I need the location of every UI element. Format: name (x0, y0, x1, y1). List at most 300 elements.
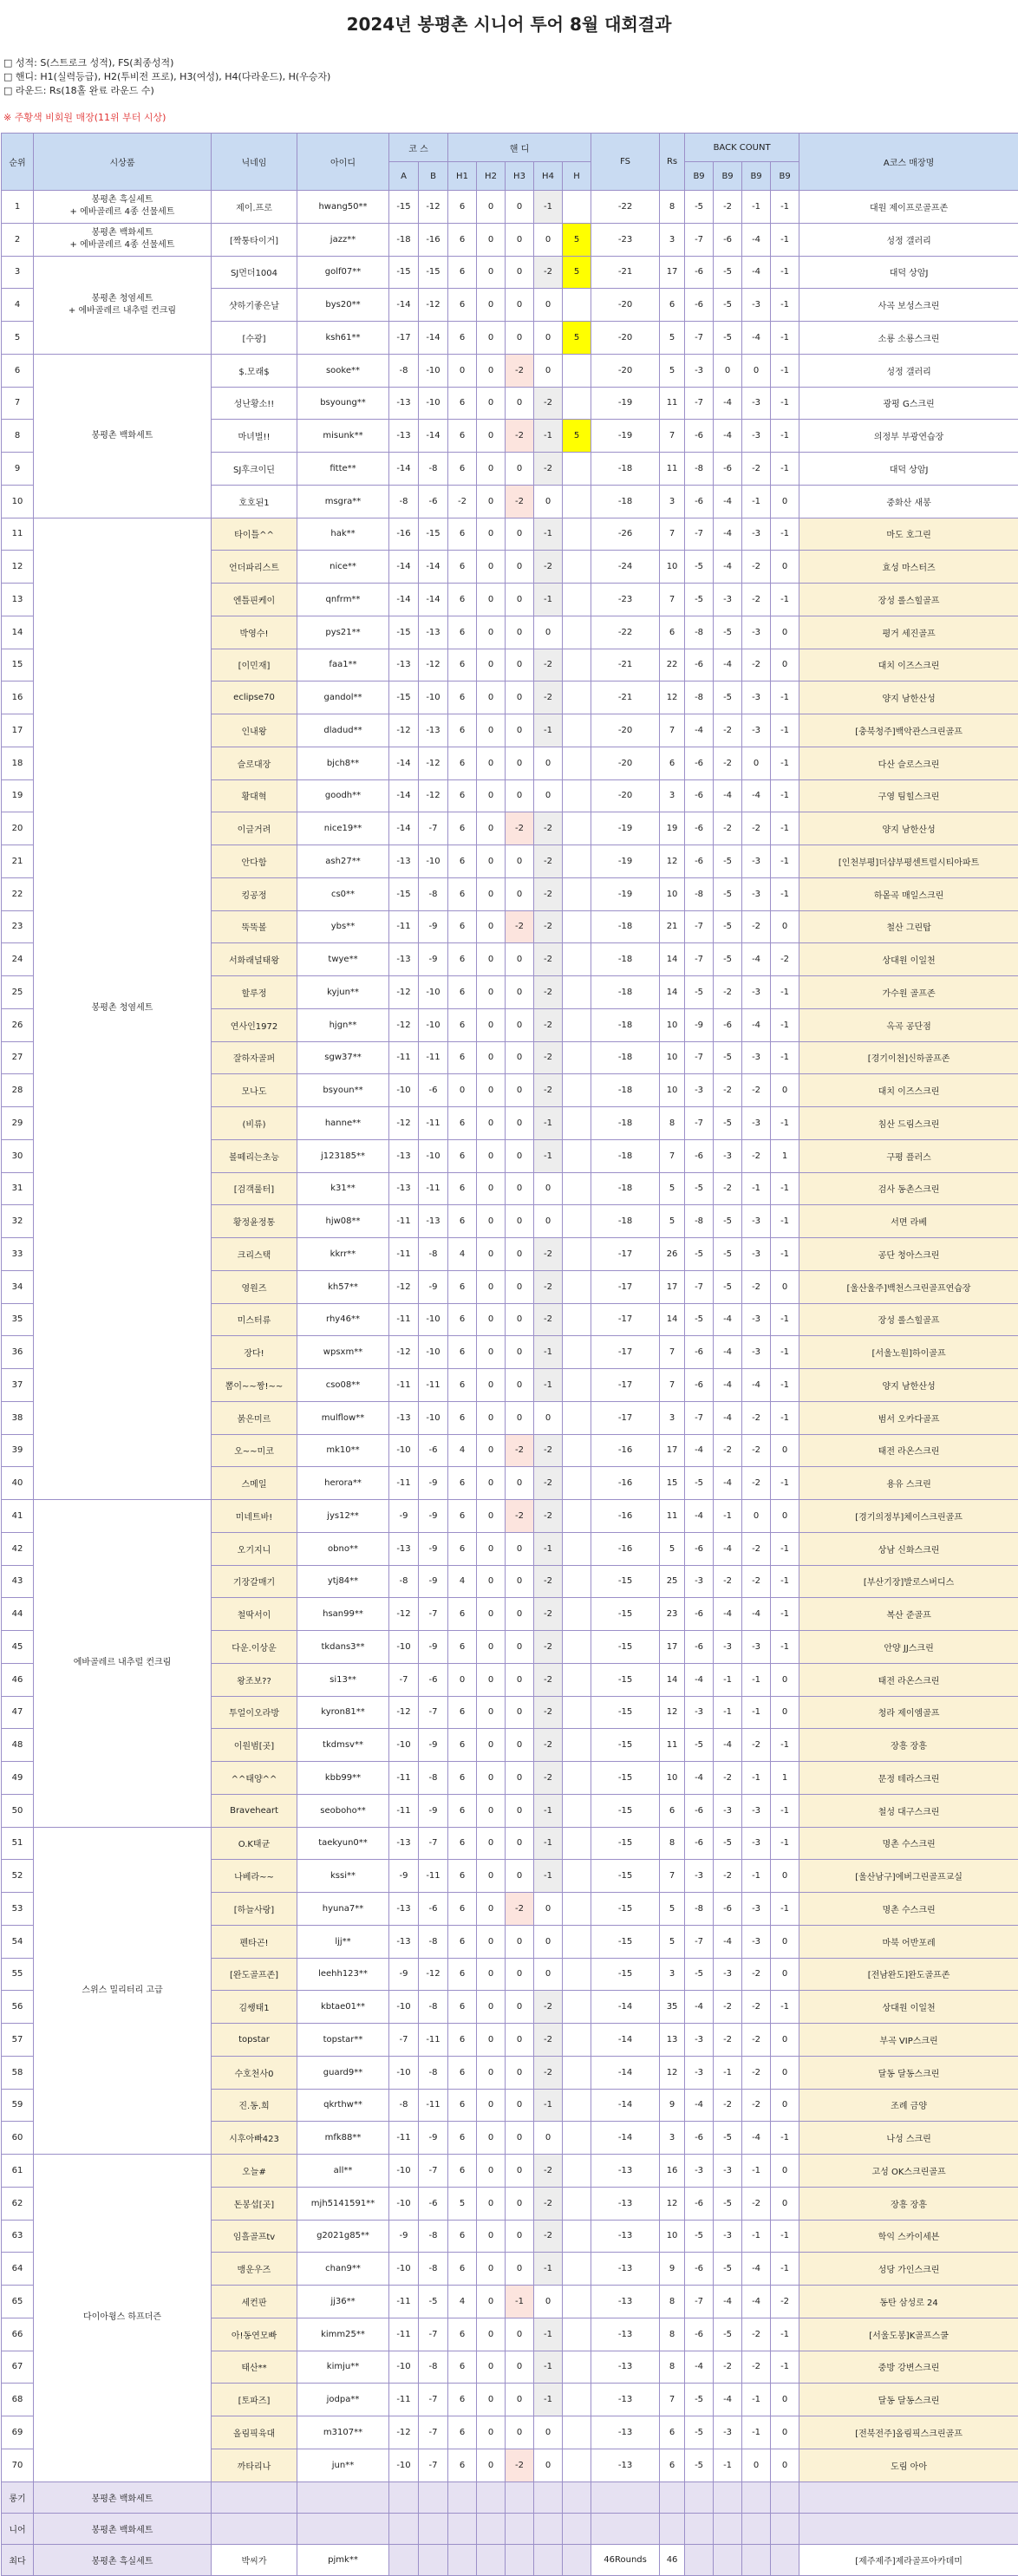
cell-course-a: -18 (389, 223, 419, 256)
cell-h2: 0 (477, 2449, 506, 2481)
cell-h (563, 1663, 591, 1696)
cell-h (563, 1172, 591, 1205)
cell-id: kh57** (297, 1270, 389, 1303)
cell-course-a: -10 (389, 1434, 419, 1467)
cell-h3: 0 (506, 1270, 534, 1303)
cell-h (563, 2122, 591, 2155)
cell-rank: 25 (2, 976, 34, 1009)
cell-b9-4: -1 (771, 1238, 799, 1271)
cell-h2: 0 (477, 2155, 506, 2188)
cell-rs: 7 (660, 714, 685, 747)
cell-course-b: -6 (419, 485, 448, 518)
cell-rs: 11 (660, 387, 685, 420)
cell-fs: -13 (591, 2286, 660, 2318)
cell-b9-2: -6 (714, 1008, 742, 1041)
cell-h4: -1 (534, 2089, 563, 2122)
cell-h4: -1 (534, 1369, 563, 1402)
cell-rs: 5 (660, 1172, 685, 1205)
cell-b9-4: 0 (771, 1500, 799, 1533)
cell-h2: 0 (477, 1172, 506, 1205)
special-id (297, 2513, 389, 2544)
special-nickname (212, 2513, 297, 2544)
cell-fs: -20 (591, 779, 660, 812)
cell-b9-2: -5 (714, 322, 742, 355)
cell-h1: 6 (448, 649, 477, 681)
cell-course-a: -10 (389, 1729, 419, 1762)
cell-rs: 7 (660, 584, 685, 616)
cell-rs: 7 (660, 420, 685, 453)
cell-h2: 0 (477, 2286, 506, 2318)
special-empty (771, 2544, 799, 2575)
cell-h3: 0 (506, 2089, 534, 2122)
cell-h (563, 2318, 591, 2351)
cell-store: 장성 롤스힐골프 (799, 1303, 1018, 1336)
cell-course-a: -11 (389, 1762, 419, 1795)
cell-nickname: [완도골프존] (212, 1958, 297, 1991)
cell-rs: 7 (660, 1860, 685, 1893)
cell-b9-3: -3 (742, 1794, 771, 1827)
cell-course-a: -9 (389, 2220, 419, 2253)
cell-fs: -15 (591, 1565, 660, 1598)
cell-rs: 14 (660, 1663, 685, 1696)
cell-rank: 47 (2, 1696, 34, 1729)
cell-b9-2: -3 (714, 1631, 742, 1664)
cell-b9-3: -2 (742, 1565, 771, 1598)
cell-h1: 0 (448, 1074, 477, 1107)
cell-b9-3: -2 (742, 1434, 771, 1467)
cell-h1: 6 (448, 2351, 477, 2384)
cell-b9-2: -5 (714, 1041, 742, 1074)
cell-fs: -14 (591, 2122, 660, 2155)
cell-rank: 54 (2, 1925, 34, 1958)
cell-b9-2: -4 (714, 1925, 742, 1958)
cell-h (563, 387, 591, 420)
cell-b9-4: 1 (771, 1139, 799, 1172)
cell-course-b: -11 (419, 1041, 448, 1074)
cell-rank: 12 (2, 551, 34, 584)
cell-h4: 0 (534, 2286, 563, 2318)
cell-b9-2: -2 (714, 2351, 742, 2384)
cell-h3: 0 (506, 1794, 534, 1827)
cell-course-a: -10 (389, 1991, 419, 2024)
cell-nickname: 황대혁 (212, 779, 297, 812)
cell-h3: 0 (506, 1303, 534, 1336)
cell-rank: 2 (2, 223, 34, 256)
cell-h3: 0 (506, 191, 534, 224)
cell-h3: 0 (506, 714, 534, 747)
cell-fs: -19 (591, 812, 660, 845)
cell-course-a: -9 (389, 1500, 419, 1533)
cell-b9-1: -3 (685, 2155, 714, 2188)
cell-b9-2: -5 (714, 1238, 742, 1271)
header-nickname: 닉네임 (212, 134, 297, 191)
special-empty (563, 2544, 591, 2575)
cell-course-b: -11 (419, 1107, 448, 1140)
cell-b9-1: -6 (685, 1631, 714, 1664)
cell-nickname: 미스터류 (212, 1303, 297, 1336)
cell-h2: 0 (477, 387, 506, 420)
cell-fs: -18 (591, 1074, 660, 1107)
cell-id: bsyoung** (297, 387, 389, 420)
cell-course-b: -12 (419, 289, 448, 322)
special-empty (506, 2513, 534, 2544)
cell-h3: 0 (506, 747, 534, 779)
cell-h2: 0 (477, 1238, 506, 1271)
cell-rs: 8 (660, 2318, 685, 2351)
cell-h (563, 2416, 591, 2449)
cell-b9-3: -2 (742, 649, 771, 681)
header-store: A코스 매장명 (799, 134, 1018, 191)
cell-id: seoboho** (297, 1794, 389, 1827)
cell-rank: 18 (2, 747, 34, 779)
cell-nickname: 호호된1 (212, 485, 297, 518)
cell-h2: 0 (477, 779, 506, 812)
cell-nickname: 성난황소!! (212, 387, 297, 420)
cell-course-b: -7 (419, 1598, 448, 1631)
cell-store: [전남완도]완도골프존 (799, 1958, 1018, 1991)
cell-b9-4: -1 (771, 1336, 799, 1369)
cell-b9-4: 0 (771, 1434, 799, 1467)
cell-fs: -23 (591, 223, 660, 256)
cell-course-a: -15 (389, 191, 419, 224)
cell-b9-3: -4 (742, 1008, 771, 1041)
prize-cell: 봉평촌 청염세트 + 에바골레르 내추럴 컨크림 (34, 256, 212, 354)
cell-b9-3: -3 (742, 714, 771, 747)
cell-rs: 7 (660, 1139, 685, 1172)
cell-b9-2: -2 (714, 2024, 742, 2057)
special-empty (685, 2481, 714, 2513)
cell-h4: 0 (534, 2449, 563, 2481)
cell-h4: -1 (534, 2253, 563, 2286)
cell-course-a: -13 (389, 649, 419, 681)
cell-rank: 14 (2, 616, 34, 649)
cell-course-b: -13 (419, 616, 448, 649)
special-empty (714, 2513, 742, 2544)
cell-b9-3: -2 (742, 1958, 771, 1991)
cell-h2: 0 (477, 2024, 506, 2057)
cell-b9-2: -5 (714, 616, 742, 649)
cell-rs: 8 (660, 1827, 685, 1860)
cell-b9-1: -7 (685, 1041, 714, 1074)
cell-course-a: -15 (389, 877, 419, 910)
cell-id: kimju** (297, 2351, 389, 2384)
cell-course-a: -11 (389, 1041, 419, 1074)
cell-id: msgra** (297, 485, 389, 518)
cell-h2: 0 (477, 1631, 506, 1664)
cell-b9-4: -1 (771, 223, 799, 256)
cell-id: j123185** (297, 1139, 389, 1172)
cell-b9-3: -1 (742, 191, 771, 224)
cell-b9-4: 0 (771, 2384, 799, 2416)
cell-course-b: -6 (419, 1893, 448, 1926)
cell-nickname: 영원즈 (212, 1270, 297, 1303)
cell-h3: 0 (506, 551, 534, 584)
cell-nickname: 돈봉섭[곳] (212, 2187, 297, 2220)
cell-b9-3: -2 (742, 2187, 771, 2220)
cell-course-b: -12 (419, 1958, 448, 1991)
cell-b9-3: -2 (742, 2056, 771, 2089)
special-award-row (2, 2544, 1018, 2575)
cell-h4: -2 (534, 943, 563, 976)
cell-h3: 0 (506, 223, 534, 256)
cell-course-b: -6 (419, 2187, 448, 2220)
cell-nickname: 서화래널태왕 (212, 943, 297, 976)
cell-b9-1: -3 (685, 1860, 714, 1893)
cell-h1: 6 (448, 779, 477, 812)
cell-rs: 5 (660, 354, 685, 387)
cell-fs: -15 (591, 1598, 660, 1631)
header-h1: H1 (448, 162, 477, 191)
cell-h1: 6 (448, 845, 477, 878)
cell-h (563, 1598, 591, 1631)
cell-b9-2: -4 (714, 649, 742, 681)
cell-id: qkrthw** (297, 2089, 389, 2122)
cell-course-b: -9 (419, 1631, 448, 1664)
page-title: 2024년 봉평촌 시니어 투어 8월 대회결과 (0, 10, 1018, 36)
cell-h1: 6 (448, 2122, 477, 2155)
results-body (2, 191, 1018, 2576)
cell-store: 명촌 수스크린 (799, 1893, 1018, 1926)
cell-h3: 0 (506, 976, 534, 1009)
cell-rs: 6 (660, 747, 685, 779)
cell-nickname: 황정윤정통 (212, 1205, 297, 1238)
cell-h4: 0 (534, 1401, 563, 1434)
cell-nickname: 이글거려 (212, 812, 297, 845)
cell-nickname: 철딱서이 (212, 1598, 297, 1631)
cell-course-b: -9 (419, 1270, 448, 1303)
cell-h3: 0 (506, 2351, 534, 2384)
cell-h2: 0 (477, 2384, 506, 2416)
cell-course-b: -9 (419, 1794, 448, 1827)
cell-h1: 6 (448, 1205, 477, 1238)
special-empty (534, 2544, 563, 2575)
cell-course-b: -6 (419, 1074, 448, 1107)
cell-h1: 6 (448, 322, 477, 355)
cell-id: ytj84** (297, 1565, 389, 1598)
cell-h2: 0 (477, 877, 506, 910)
cell-h2: 0 (477, 256, 506, 289)
cell-h2: 0 (477, 223, 506, 256)
cell-h (563, 1303, 591, 1336)
cell-b9-3: -3 (742, 845, 771, 878)
cell-b9-3: -3 (742, 1631, 771, 1664)
cell-b9-1: -7 (685, 2286, 714, 2318)
cell-h3: 0 (506, 877, 534, 910)
cell-id: bjch8** (297, 747, 389, 779)
cell-b9-2: -5 (714, 289, 742, 322)
cell-h: 5 (563, 420, 591, 453)
cell-course-a: -14 (389, 551, 419, 584)
cell-fs: -13 (591, 2187, 660, 2220)
cell-rank: 38 (2, 1401, 34, 1434)
cell-h3: 0 (506, 845, 534, 878)
cell-id: ksh61** (297, 322, 389, 355)
cell-h2: 0 (477, 943, 506, 976)
cell-nickname: [짝퉁타이거] (212, 223, 297, 256)
cell-nickname: 모나도 (212, 1074, 297, 1107)
cell-store: [경기의정부]체이스크린골프 (799, 1500, 1018, 1533)
cell-rank: 69 (2, 2416, 34, 2449)
cell-b9-3: -2 (742, 812, 771, 845)
cell-h (563, 191, 591, 224)
cell-nickname: SJ먼더1004 (212, 256, 297, 289)
cell-rs: 6 (660, 2416, 685, 2449)
cell-b9-3: -2 (742, 1074, 771, 1107)
cell-b9-2: -3 (714, 1794, 742, 1827)
cell-h2: 0 (477, 714, 506, 747)
cell-b9-1: -5 (685, 2449, 714, 2481)
cell-h1: 6 (448, 2089, 477, 2122)
cell-h1: 0 (448, 1663, 477, 1696)
cell-h1: 6 (448, 1401, 477, 1434)
cell-h3: -1 (506, 2286, 534, 2318)
cell-h (563, 1958, 591, 1991)
cell-fs: -21 (591, 256, 660, 289)
cell-rs: 15 (660, 1467, 685, 1500)
cell-b9-2: -2 (714, 191, 742, 224)
cell-b9-1: -5 (685, 2416, 714, 2449)
cell-h1: 6 (448, 1532, 477, 1565)
cell-nickname: 태산** (212, 2351, 297, 2384)
cell-h3: -2 (506, 2449, 534, 2481)
cell-h3: -2 (506, 354, 534, 387)
cell-b9-1: -5 (685, 2220, 714, 2253)
cell-rank: 32 (2, 1205, 34, 1238)
cell-b9-3: 0 (742, 1500, 771, 1533)
cell-course-b: -10 (419, 976, 448, 1009)
cell-nickname: 기장갈매기 (212, 1565, 297, 1598)
cell-rs: 10 (660, 1041, 685, 1074)
cell-nickname: 킹공정 (212, 877, 297, 910)
cell-id: tkdmsv** (297, 1729, 389, 1762)
cell-rank: 50 (2, 1794, 34, 1827)
cell-b9-4: 0 (771, 551, 799, 584)
cell-b9-1: -8 (685, 681, 714, 714)
cell-nickname: eclipse70 (212, 681, 297, 714)
cell-course-b: -16 (419, 223, 448, 256)
cell-store: 대덕 상암J (799, 453, 1018, 486)
cell-b9-3: -2 (742, 2351, 771, 2384)
header-h4: H4 (534, 162, 563, 191)
cell-course-b: -8 (419, 453, 448, 486)
cell-h1: 6 (448, 453, 477, 486)
cell-fs: -22 (591, 616, 660, 649)
cell-rank: 55 (2, 1958, 34, 1991)
cell-h (563, 1696, 591, 1729)
cell-h2: 0 (477, 2187, 506, 2220)
cell-h4: -2 (534, 976, 563, 1009)
cell-nickname: 이원범[곳] (212, 1729, 297, 1762)
cell-nickname: 언더파리스트 (212, 551, 297, 584)
cell-h4: -2 (534, 1729, 563, 1762)
cell-course-a: -12 (389, 1598, 419, 1631)
cell-rank: 3 (2, 256, 34, 289)
cell-store: 철산 그린탑 (799, 910, 1018, 943)
cell-h1: 6 (448, 1467, 477, 1500)
cell-b9-1: -6 (685, 1794, 714, 1827)
cell-course-b: -11 (419, 2024, 448, 2057)
cell-b9-3: -1 (742, 2416, 771, 2449)
cell-course-b: -12 (419, 191, 448, 224)
cell-rs: 17 (660, 1270, 685, 1303)
cell-b9-3: -2 (742, 2089, 771, 2122)
cell-b9-2: -5 (714, 877, 742, 910)
cell-b9-1: -5 (685, 1958, 714, 1991)
cell-h3: -2 (506, 1434, 534, 1467)
cell-rs: 8 (660, 2286, 685, 2318)
cell-h4: -2 (534, 256, 563, 289)
cell-b9-4: -1 (771, 1827, 799, 1860)
cell-b9-2: -3 (714, 2155, 742, 2188)
cell-nickname: 투얼이오라방 (212, 1696, 297, 1729)
cell-h1: 6 (448, 2449, 477, 2481)
special-id: pjmk** (297, 2544, 389, 2575)
cell-h3: 0 (506, 2220, 534, 2253)
cell-b9-1: -3 (685, 1696, 714, 1729)
cell-h3: 0 (506, 2122, 534, 2155)
cell-h (563, 1827, 591, 1860)
special-empty (477, 2513, 506, 2544)
cell-fs: -23 (591, 584, 660, 616)
cell-nickname: 수호천사0 (212, 2056, 297, 2089)
cell-h4: 0 (534, 1172, 563, 1205)
cell-fs: -15 (591, 1860, 660, 1893)
cell-h1: 4 (448, 1565, 477, 1598)
cell-id: k31** (297, 1172, 389, 1205)
cell-h1: 6 (448, 518, 477, 551)
cell-h2: 0 (477, 1860, 506, 1893)
cell-h (563, 2024, 591, 2057)
cell-b9-3: -2 (742, 1401, 771, 1434)
cell-nickname: 장다! (212, 1336, 297, 1369)
cell-store: 명촌 수스크린 (799, 1827, 1018, 1860)
cell-rs: 14 (660, 943, 685, 976)
cell-course-b: -10 (419, 354, 448, 387)
cell-course-a: -10 (389, 2253, 419, 2286)
cell-course-a: -17 (389, 322, 419, 355)
cell-course-a: -11 (389, 2318, 419, 2351)
cell-b9-2: -2 (714, 1762, 742, 1795)
cell-course-b: -11 (419, 1172, 448, 1205)
cell-fs: -17 (591, 1401, 660, 1434)
cell-id: mulflow** (297, 1401, 389, 1434)
cell-h4: -2 (534, 1991, 563, 2024)
cell-b9-3: -1 (742, 1762, 771, 1795)
cell-h4: -2 (534, 1008, 563, 1041)
special-empty (685, 2544, 714, 2575)
cell-b9-4: -2 (771, 943, 799, 976)
cell-fs: -21 (591, 681, 660, 714)
cell-id: all** (297, 2155, 389, 2188)
cell-b9-2: -4 (714, 518, 742, 551)
cell-rank: 22 (2, 877, 34, 910)
special-empty (534, 2481, 563, 2513)
cell-b9-4: -1 (771, 812, 799, 845)
cell-b9-2: -4 (714, 1467, 742, 1500)
cell-h1: 6 (448, 2056, 477, 2089)
cell-rs: 3 (660, 1401, 685, 1434)
cell-b9-3: -2 (742, 1139, 771, 1172)
cell-course-b: -5 (419, 2286, 448, 2318)
cell-course-b: -11 (419, 2089, 448, 2122)
cell-rs: 6 (660, 2449, 685, 2481)
cell-b9-2: -5 (714, 2187, 742, 2220)
cell-b9-3: -4 (742, 1598, 771, 1631)
cell-rs: 5 (660, 1925, 685, 1958)
cell-course-b: -8 (419, 1991, 448, 2024)
cell-b9-2: -4 (714, 1532, 742, 1565)
cell-fs: -22 (591, 191, 660, 224)
